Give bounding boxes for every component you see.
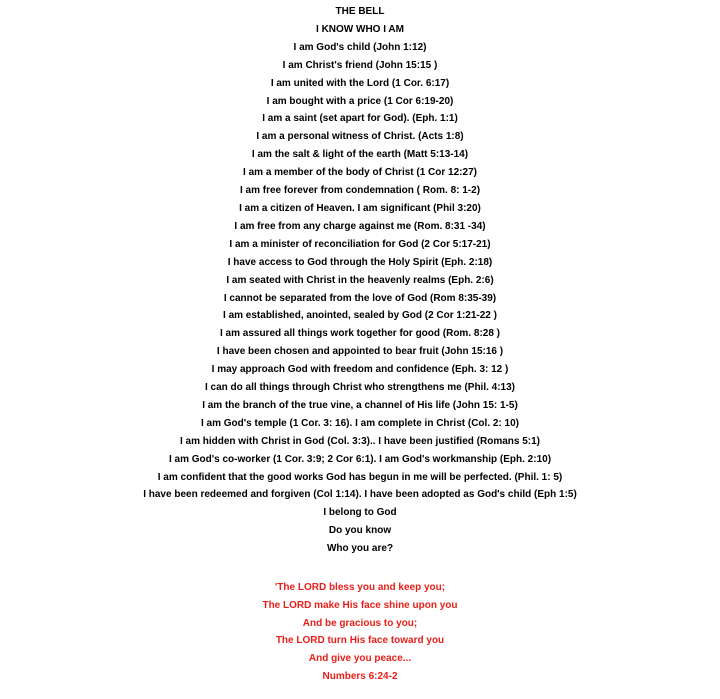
poem-line: I am united with the Lord (1 Cor. 6:17) — [270, 77, 450, 89]
poem-line: I have been chosen and appointed to bear fruit (John 15:16 ) — [216, 346, 504, 358]
poem-line: I have access to God through the Holy Spirit (Eph. 2:18) — [227, 256, 493, 268]
blessing-line: The LORD make His face shine upon you — [262, 599, 458, 611]
poem-line: I have been redeemed and forgiven (Col 1:14). I have been adopted as God's child (Eph 1:5) — [143, 489, 577, 501]
poem-line: I can do all things through Christ who strengthens me (Phil. 4:13) — [204, 382, 516, 394]
poem-line: I am confident that the good works God has begun in me will be perfected. (Phil. 1: 5) — [157, 471, 563, 483]
poem-line: I may approach God with freedom and confidence (Eph. 3: 12 ) — [211, 364, 509, 376]
poem-line: I am hidden with Christ in God (Col. 3:3).. I have been justified (Romans 5:1) — [179, 435, 541, 447]
poem-title: THE BELL — [335, 6, 385, 17]
blessing-line: 'The LORD bless you and keep you; — [274, 582, 446, 593]
poem-line: I am a minister of reconciliation for God (2 Cor 5:17-21) — [229, 238, 491, 250]
bell-poem — [0, 3, 720, 558]
poem-line: I am bought with a price (1 Cor 6:19-20) — [266, 95, 454, 107]
blessing-line: And give you peace... — [308, 653, 412, 665]
poem-line: I KNOW WHO I AM — [316, 23, 404, 35]
poem-line: Who you are? — [326, 543, 394, 555]
poem-line: I am established, anointed, sealed by God (2 Cor 1:21-22 ) — [223, 310, 497, 322]
poem-line: I am God's temple (1 Cor. 3: 16). I am complete in Christ (Col. 2: 10) — [200, 417, 519, 429]
poem-line: I am free forever from condemnation ( Rom. 8: 1-2) — [239, 185, 481, 197]
poem-line: I am free from any charge against me (Rom. 8:31 -34) — [234, 220, 486, 232]
poem-line: I belong to God — [323, 507, 397, 519]
poem-line: I am God's child (John 1:12) — [293, 41, 427, 53]
blessing-verse — [0, 579, 720, 686]
poem-line: I am the branch of the true vine, a channel of His life (John 15: 1-5) — [202, 399, 518, 411]
poem-line: I am the salt & light of the earth (Matt 5:13-14) — [251, 149, 469, 161]
poem-line: I am God's co-worker (1 Cor. 3:9; 2 Cor 6:1). I am God's workmanship (Eph. 2:10) — [168, 453, 552, 465]
poem-line: I am a personal witness of Christ. (Acts 1:8) — [256, 131, 464, 143]
poem-line: I am Christ's friend (John 15:15 ) — [282, 59, 438, 71]
blessing-line: The LORD turn His face toward you — [275, 635, 445, 647]
blessing-line: And be gracious to you; — [302, 617, 418, 629]
poem-line: I am a member of the body of Christ (1 Cor 12:27) — [243, 167, 477, 179]
poem-line: I am seated with Christ in the heavenly realms (Eph. 2:6) — [226, 274, 494, 286]
poem-line: I am assured all things work together for good (Rom. 8:28 ) — [219, 328, 501, 340]
poem-line: I am a citizen of Heaven. I am significant (Phil 3:20) — [239, 202, 481, 214]
blessing-reference: Numbers 6:24-2 — [322, 670, 398, 682]
poem-line: Do you know — [328, 525, 392, 537]
poem-line: I am a saint (set apart for God). (Eph. 1:1) — [262, 113, 458, 125]
poem-line: I cannot be separated from the love of God (Rom 8:35-39) — [223, 292, 497, 304]
